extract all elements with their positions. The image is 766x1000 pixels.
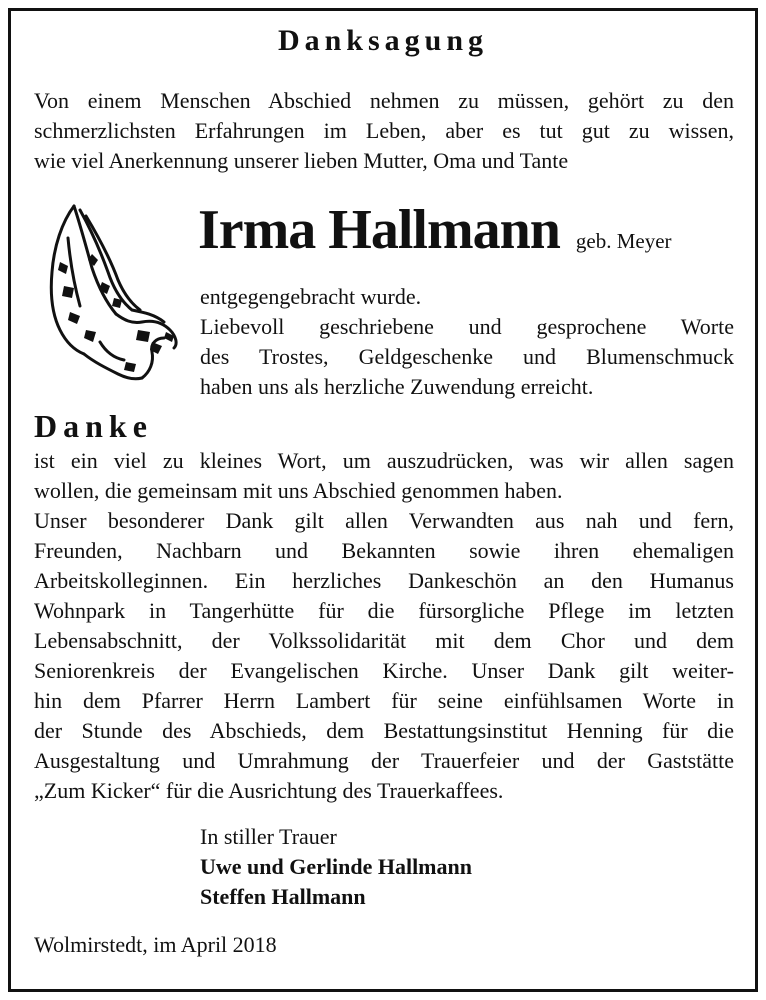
body-line: Ausgestaltung und Umrahmung der Trauerfeier und der Gaststätte — [34, 748, 734, 773]
body-line: der Stunde des Abschieds, dem Bestattungsinstitut Henning für die — [34, 718, 734, 743]
deceased-name-line — [198, 198, 672, 262]
birth-name: geb. Meyer — [575, 229, 672, 253]
signature-block — [200, 822, 472, 912]
place-date: Wolmirstedt, im April 2018 — [34, 932, 277, 957]
body-line: Freunden, Nachbarn und Bekannten sowie ihren ehemaligen — [34, 538, 734, 563]
signature-name: Steffen Hallmann — [200, 884, 366, 909]
middle-line: Liebevoll geschriebene und gesprochene Worte — [200, 314, 734, 339]
body-line: Arbeitskolleginnen. Ein herzliches Dankeschön an den Humanus — [34, 568, 734, 593]
intro-paragraph — [34, 86, 734, 176]
body-line: „Zum Kicker“ für die Ausrichtung des Trauerkaffees. — [34, 778, 504, 803]
intro-line: Von einem Menschen Abschied nehmen zu müssen, gehört zu den — [34, 88, 734, 113]
body-paragraph — [34, 446, 734, 806]
intro-line: schmerzlichsten Erfahrungen im Leben, aber es tut gut zu wissen, — [34, 118, 734, 143]
intro-line: wie viel Anerkennung unserer lieben Mutter, Oma und Tante — [34, 148, 569, 173]
body-line: Seniorenkreis der Evangelischen Kirche. Unser Dank gilt weiter- — [34, 658, 734, 683]
middle-paragraph — [200, 282, 734, 402]
danke-heading: Danke — [34, 408, 153, 444]
body-line: Unser besonderer Dank gilt allen Verwandten aus nah und fern, — [34, 508, 734, 533]
body-line: ist ein viel zu kleines Wort, um auszudrücken, was wir allen sagen — [34, 448, 734, 473]
signature-name: Uwe und Gerlinde Hallmann — [200, 854, 472, 879]
body-line: wollen, die gemeinsam mit uns Abschied genommen haben. — [34, 478, 563, 503]
signature-intro: In stiller Trauer — [200, 824, 337, 849]
body-line: Wohnpark in Tangerhütte für die fürsorgliche Pflege im letzten — [34, 598, 734, 623]
middle-line: haben uns als herzliche Zuwendung erreicht. — [200, 374, 594, 399]
praying-hands-icon — [40, 202, 180, 384]
body-line: Lebensabschnitt, der Volkssolidarität mit dem Chor und dem — [34, 628, 734, 653]
deceased-name: Irma Hallmann — [198, 199, 560, 261]
middle-line: entgegengebracht wurde. — [200, 284, 422, 309]
notice-heading: Danksagung — [277, 24, 489, 57]
middle-line: des Trostes, Geldgeschenke und Blumenschmuck — [200, 344, 734, 369]
body-line: hin dem Pfarrer Herrn Lambert für seine einfühlsamen Worte in — [34, 688, 734, 713]
